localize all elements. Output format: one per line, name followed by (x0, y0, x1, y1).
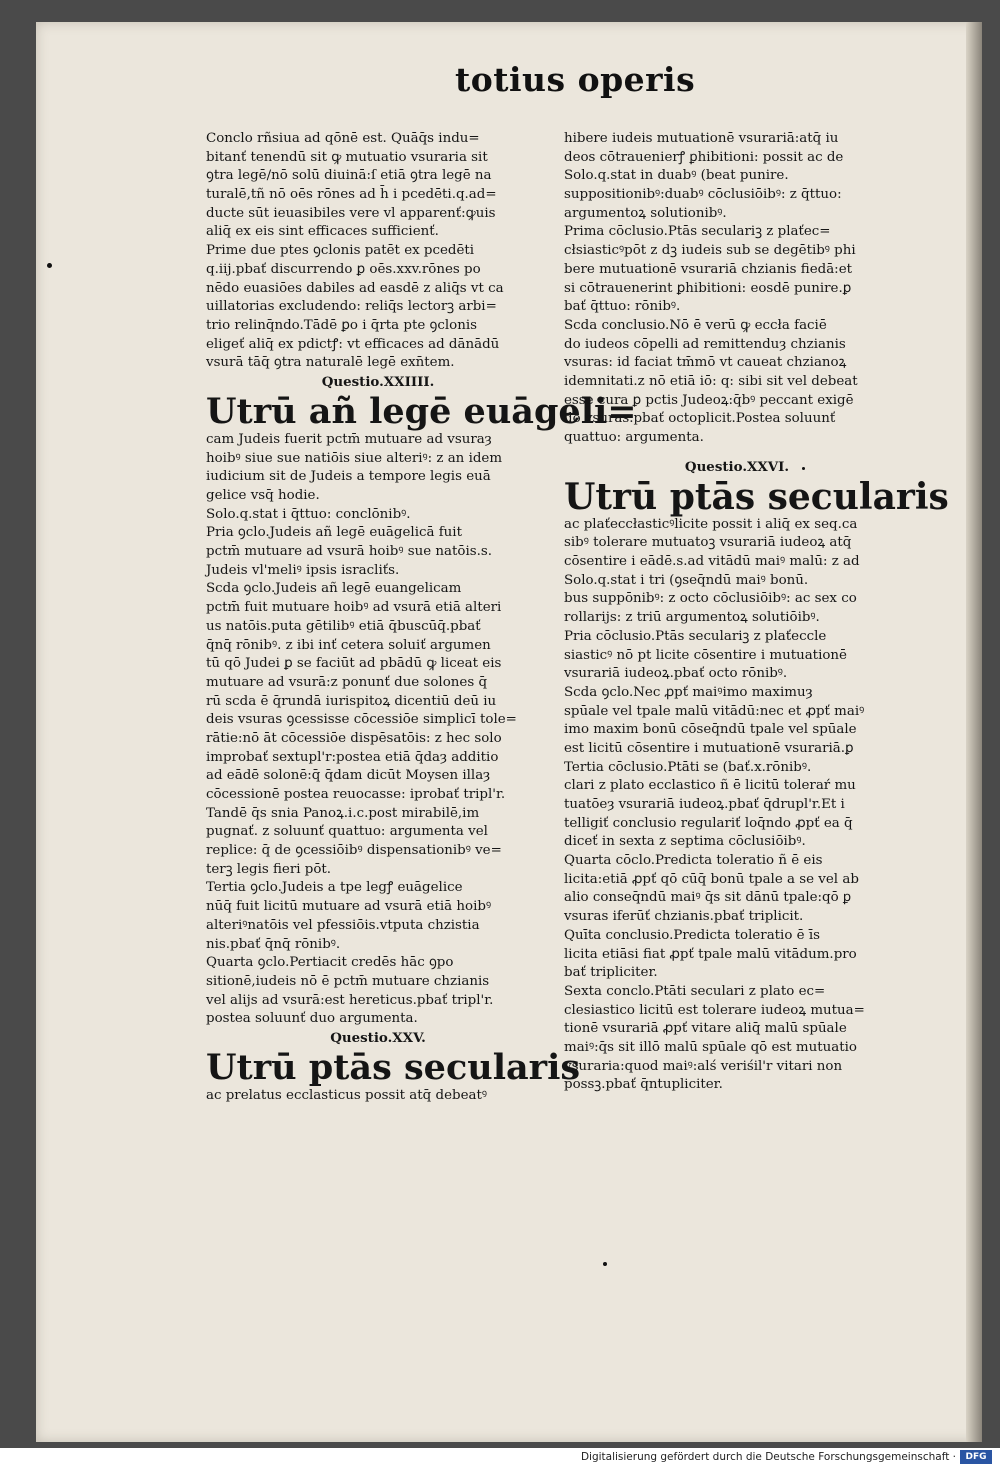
text-line: us natōis.puta gētilibꝰ etiā q̄buscūq̄.pbať (206, 618, 481, 634)
text-line: improbať sextupl'r:postea etiā q̄daȝ additio (206, 749, 499, 765)
text-line: Solo.q.stat in duabꝰ (beat punire. (564, 168, 789, 184)
text-line: bus suppōnibꝰ: z octo cōclusiōibꝰ: ac sex co (564, 591, 857, 607)
text-line: pctm̄ mutuare ad vsurā hoibꝰ sue natōis.s. (206, 544, 492, 560)
text-line: cłsiasticꝰpōt z dꝫ iudeis sub se degētibꝰ phi (564, 243, 856, 259)
text-line: Scda ꝯclo.Judeis añ legē euangelicam (206, 581, 462, 597)
text-line: rollarijs: z triū argumentoꝝ solutiōibꝰ. (564, 610, 820, 626)
right-text-column (564, 130, 949, 1095)
text-line: Pria cōclusio.Ptās seculariꝫ z plaťeccle (564, 628, 827, 644)
digitization-credit: Digitalisierung gefördert durch die Deutsche Forschungsgemeinschaft · (580, 1451, 956, 1463)
text-line: iudicium sit de Judeis a tempore legis euā (206, 469, 491, 485)
text-line: pctm̄ fuit mutuare hoibꝰ ad vsurā etiā alteri (206, 600, 502, 616)
text-line: vsurā tāq̄ ꝯtra naturalē legē exn̄tem. (206, 355, 455, 371)
text-line: nis.pbať q̄nq̄ rōnibꝰ. (206, 936, 341, 952)
text-line: idemnitati.z nō etiā iō: q: sibi sit vel debeat (564, 373, 858, 389)
text-line: tū qō Judei ꝑ se faciūt ad pbādū ꝙ liceat eis (206, 656, 502, 672)
text-line: siasticꝰ nō pt licite cōsentire i mutuationē (564, 647, 847, 663)
text-line: ducte sūt ieuasibiles vere vl apparenť:ꝙuis (206, 205, 496, 221)
text-line: argumentoꝝ solutionibꝰ. (564, 205, 727, 221)
running-head: totius operis (455, 60, 696, 99)
text-line: vsurariā iudeoꝝ.pbať octo rōnibꝰ. (564, 666, 788, 682)
text-line: rū scda ē q̄rundā iurispitoꝝ dicentiū deū iu (206, 693, 497, 709)
text-line: telligiť conclusio regulariť loq̄ndo ꝓpť ea q̄ (564, 815, 853, 831)
text-line: tionē vsurariā ꝓpť vitare aliq̄ malū spūale (564, 1021, 847, 1037)
text-line: maiꝰ:q̄s sit illō malū spūale qō est mutuatio (564, 1039, 857, 1055)
text-line: sibꝰ tolerare mutuatoꝫ vsurariā iudeoꝝ atq̄ (564, 535, 852, 551)
text-line: ꝯtra legē/nō solū diuinā:ſ etiā ꝯtra legē na (206, 168, 492, 184)
text-line: aliq̄ ex eis sint efficaces sufficienť. (206, 224, 439, 240)
text-line: clesiastico licitū est tolerare iudeoꝝ mutua= (564, 1002, 865, 1018)
text-line: Sexta conclo.Ptāti seculari z plato ec= (564, 983, 826, 999)
text-line: alteriꝰnatōis vel pfessiōis.vtputa chzistia (206, 917, 480, 933)
text-line: alio conseq̄ndū maiꝰ q̄s sit dānū tpale:qō ꝑ (564, 890, 852, 906)
text-line: Tertia ꝯclo.Judeis a tpe legꝭ euāgelice (206, 880, 463, 896)
text-line: est licitū cōsentire i mutuationē vsurariā.ꝑ (564, 740, 854, 756)
text-line: ac prelatus ecclasticus possit atq̄ debeatꝰ (206, 1087, 487, 1103)
text-line: postea soluunť duo argumenta. (206, 1011, 418, 1027)
text-line: licita:etiā ꝓpť qō cūq̄ bonū tpale a se vel ab (564, 871, 859, 887)
text-line: uillatorias excludendo: reliq̄s lectorꝫ arbi= (206, 299, 497, 315)
text-line: diceť in sexta z septima cōclusiōibꝰ. (564, 834, 806, 850)
question-label: Questio.XXIIII. (321, 373, 435, 390)
text-line: trio relinq̄ndo.Tādē ꝑo i q̄rta pte ꝯclonis (206, 317, 477, 333)
text-line: imo maxim bonū cōseq̄ndū tpale vel spūale (564, 722, 857, 738)
text-line: vsuraria:quod maiꝰ:alś veriśil'r vitari non (564, 1058, 843, 1074)
text-line: replice: q̄ de ꝯcessiōibꝰ dispensationibꝰ ve= (206, 843, 502, 859)
text-line: esse cura ꝑ pctis Judeoꝝ:q̄bꝰ peccant exigē (564, 392, 854, 408)
text-line: eligeť aliq̄ ex pdictꝭ: vt efficaces ad dānādū (206, 336, 500, 352)
text-line: cōcessionē postea reuocasse: iprobať tripl'r. (206, 787, 506, 802)
text-line: sitionē,iudeis nō ē pctm̄ mutuare chzianis (206, 973, 490, 989)
text-line: Scda conclusio.Nō ē verū ꝙ eccła faciē (564, 317, 827, 333)
text-line: Pria ꝯclo.Judeis añ legē euāgelicā fuit (206, 525, 462, 541)
text-line: quattuo: argumenta. (564, 430, 704, 445)
text-line: pugnať. z soluunť quattuo: argumenta vel (206, 824, 488, 840)
text-line: suppositionibꝰ:duabꝰ cōclusiōibꝰ: z q̄ttuo: (564, 187, 842, 203)
text-line: nēdo euasiōes dabiles ad easdē z aliq̄s vt ca (206, 280, 504, 296)
text-line: turalē,tñ nō oēs rōnes ad h̄ i pcedēti.q.ad= (206, 187, 497, 203)
text-line: Quarta cōclo.Predicta toleratio ñ ē eis (564, 853, 823, 869)
text-line: deis vsuras ꝯcessisse cōcessiōe simplicī tole= (206, 712, 517, 728)
question-label: Questio.XXV. (330, 1029, 426, 1046)
question-heading: Utrū añ legē euāgeli= (206, 390, 637, 432)
text-line: tuatōeȝ vsurariā iudeoꝝ.pbať q̄drupl'r.Et i (564, 797, 845, 812)
text-line: hibere iudeis mutuationē vsurariā:atq̄ iu (564, 131, 839, 146)
text-line: gelice vsq̄ hodie. (206, 488, 320, 503)
ink-speck (603, 1262, 607, 1266)
text-line: licita etiāsi fiat ꝓpť tpale malū vitādum.pro (564, 946, 857, 962)
text-line: Quīta conclusio.Predicta toleratio ē īs (564, 927, 820, 943)
text-line: cam Judeis fuerit pctm̄ mutuare ad vsuraȝ (206, 431, 492, 447)
text-line: rātie:nō āt cōcessiōe dispēsatōis: z hec solo (206, 730, 502, 746)
spacer (564, 448, 910, 458)
text-line: terꝫ legis fieri pōt. (206, 861, 332, 877)
text-line: Quarta ꝯclo.Pertiacit credēs hāc ꝯpo (206, 955, 454, 971)
text-line: bať tripliciter. (564, 965, 658, 981)
text-line: si cōtrauenerint ꝑhibitioni: eosdē punire.ꝑ (564, 280, 852, 296)
text-line: vsuras: id faciat tm̄mō vt caueat chzianoꝝ (564, 355, 847, 371)
text-line: ad eādē solonē:q̄ q̄dam dicūt Moysen illaȝ (206, 768, 491, 784)
question-heading: Utrū ptās secularis (206, 1046, 581, 1088)
text-line: ac plaťeccłasticꝰlicite possit i aliq̄ ex seq.ca (564, 516, 858, 532)
text-line: possꝫ.pbať q̄ntupliciter. (564, 1077, 723, 1093)
text-line: clari z plato ecclastico ñ ē licitū toleraŕ mu (564, 778, 856, 794)
text-line: cōsentire i eādē.s.ad vitādū maiꝰ malū: z ad (564, 554, 860, 570)
text-line: vel alijs ad vsurā:est hereticus.pbať tripl'r. (206, 992, 494, 1008)
text-line: Solo.q.stat i q̄ttuo: conclōnibꝰ. (206, 506, 411, 522)
text-line: bitanť tenendū sit ꝙ mutuatio vsuraria sit (206, 149, 488, 165)
text-line: nūq̄ fuit licitū mutuare ad vsurā etiā hoibꝰ (206, 899, 492, 915)
text-line: Scda ꝯclo.Nec ꝓpť maiꝰimo maximuȝ (564, 684, 813, 700)
text-line: Judeis vl'meliꝰ ipsis isracliťs. (206, 562, 400, 578)
margin-mark-dot (47, 263, 52, 268)
dfg-logo: DFG (960, 1450, 992, 1464)
text-line: spūale vel tpale malū vitādū:nec et ꝓpť maiꝰ (564, 703, 865, 719)
question-heading: Utrū ptās secularis (564, 475, 949, 518)
text-line: do iudeos cōpelli ad remittenduȝ chzianis (564, 336, 846, 352)
text-line: Tandē q̄s snia Panoꝝ.i.c.post mirabilē,im (206, 805, 480, 821)
page-edge-shadow (966, 22, 982, 1442)
text-line: Conclo rñsiua ad qōnē est. Quāq̄s indu= (206, 131, 480, 146)
text-line: mutuare ad vsurā:z ponunť due solones q̄ (206, 674, 488, 690)
text-line: q̄nq̄ rōnibꝰ. z ibi inť cetera soluiť argumen (206, 637, 491, 653)
text-line: Tertia cōclusio.Ptāti se (bať.x.rōnibꝰ. (564, 759, 812, 775)
text-line: hoibꝰ siue sue natiōis siue alteriꝰ: z an idem (206, 450, 503, 466)
text-line: bať q̄ttuo: rōnibꝰ. (564, 299, 681, 315)
text-line: Prima cōclusio.Ptās seculariꝫ z plaťec= (564, 224, 831, 240)
text-line: do vsuras.pbať octoplicit.Postea soluunť (564, 411, 836, 427)
question-label: Questio.XXVI. (684, 458, 790, 475)
text-line: q.iij.pbať discurrendo ꝑ oēs.xxv.rōnes po (206, 261, 481, 277)
text-line: vsuras iferūť chzianis.pbať triplicit. (564, 909, 804, 925)
text-line: Solo.q.stat i tri (ꝯseq̄ndū maiꝰ bonū. (564, 572, 809, 588)
text-line: bere mutuationē vsurariā chzianis fiedā:et (564, 261, 852, 277)
text-line: Prime due ptes ꝯclonis patēt ex pcedēti (206, 243, 475, 259)
text-line: deos cōtrauenierꝭ ꝑhibitioni: possit ac de (564, 149, 844, 165)
